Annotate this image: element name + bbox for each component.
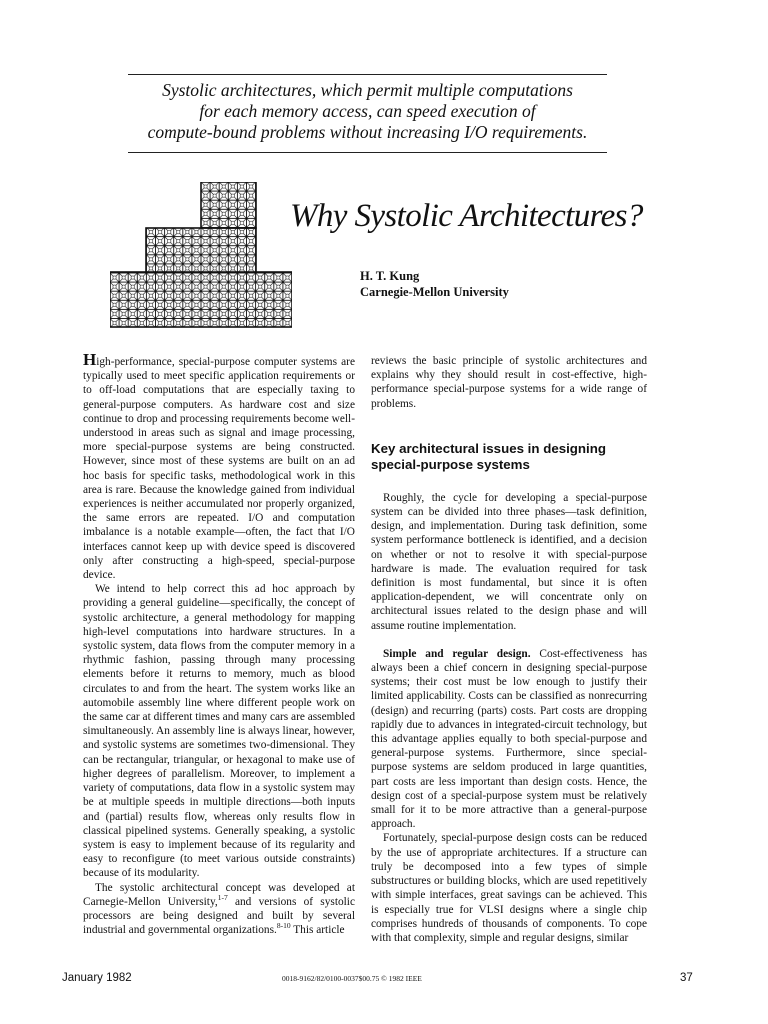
right-column [371, 354, 647, 945]
systolic-array-logo-icon [110, 182, 292, 332]
reference-8-10: 8-10 [276, 921, 291, 931]
top-rule [128, 74, 607, 75]
right-paragraph-4: Fortunately, special-purpose design costs can be reduced by the use of appropriate architectures. If a structure can truly be decomposed into a few types of simple substructures or building blocks, which are used repetitively with simple interfaces, great savings can be achieved. This is especially true for VLSI designs where a single chip comprises hundreds of thousands of components. To cope with that complexity, simple and regular designs, similar [371, 832, 647, 944]
author-name: H. T. Kung [360, 269, 420, 283]
left-paragraph-1-text: igh-performance, special-purpose computer systems are typically used to meet specific application requirements or to off-load computations that are especially taxing to general-purpose computers. As hardware cost and size continue to drop and processing requirements become well-understood in areas such as signal and image processing, more special-purpose systems are being constructed. However, since most of these systems are built on an ad hoc basis for specific tasks, methodological work in this area is rare. Because the knowledge gained from individual experiences is neither accumulated nor properly organized, the same errors are repeated. I/O and computation imbalance is a notable example—often, the fact that I/O interfaces cannot keep up with device speed is discovered only after constructing a high-speed, special-purpose device. [83, 356, 355, 582]
reference-1-7: 1-7 [217, 892, 228, 902]
left-column [83, 350, 355, 937]
footer-code: 0018-9162/82/0100-0037$00.75 © 1982 IEEE [282, 974, 422, 983]
right-paragraph-3 [371, 647, 647, 832]
left-paragraph-2: We intend to help correct this ad hoc approach by providing a general guideline—specifically, the concept of systolic architecture, a general methodology for mapping high-level computations into hardware structures. In a systolic system, data flows from the computer memory in a rhythmic fashion, passing through many processing elements before it returns to memory, much as blood circulates to and from the heart. The system works like an automobile assembly line where different people work on the same car at different times and many cars are assembled simultaneously. An assembly line is always linear, however, and systolic systems are sometimes two-dimensional. They can be rectangular, triangular, or hexagonal to make use of higher degrees of parallelism. Moreover, to implement a variety of computations, data flow in a systolic system may be at multiple speeds in multiple directions—both inputs and (partial) results flow, whereas only results flow in classical pipelined systems. Generally speaking, a systolic system is easy to implement because of its regularity and easy to reconfigure (to meet various outside constraints) because of its modularity. [83, 583, 355, 880]
left-paragraph-3-text-b: and versions of systolic processors are being designed and built by several industrial and governmental organizations. [83, 895, 355, 937]
section-heading: Key architectural issues in designing special-purpose systems [371, 440, 606, 472]
pull-quote-line-1: Systolic architectures, which permit multiple computations [162, 80, 573, 100]
left-paragraph-1 [83, 350, 355, 582]
right-paragraph-2: Roughly, the cycle for developing a special-purpose system can be divided into three phases—task definition, design, and implementation. During task definition, some system performance bottleneck is identified, and a decision on whether or not to resolve it with special-purpose hardware is made. The evaluation required for task definition is most fundamental, but since it is often application-dependent, we will concentrate only on architectural issues related to the design phase and will assume routine implementation. [371, 491, 647, 632]
left-paragraph-3-text-a: The systolic architectural concept was developed at Carnegie-Mellon University, [83, 881, 355, 908]
right-paragraph-3-text: Cost-effectiveness has always been a chief concern in designing special-purpose systems; their cost must be low enough to justify their limited applicability. Costs can be classified as nonrecurring (design) and recurring (parts) costs. Part costs are dropping rapidly due to advances in integrated-circuit technology, but this advantage applies equally to both special-purpose and general-purpose systems. Furthermore, since special-purpose systems are seldom produced in large quantities, part costs are less important than design costs. Hence, the design cost of a special-purpose system must be relatively small for it to be more attractive than a general-purpose approach. [371, 647, 647, 831]
pull-quote [110, 80, 625, 143]
footer-date: January 1982 [62, 972, 132, 984]
article-title: Why Systolic Architectures? [290, 198, 643, 234]
author-affiliation: Carnegie-Mellon University [360, 285, 509, 299]
drop-cap: H [83, 350, 97, 369]
right-paragraph-1: reviews the basic principle of systolic architectures and explains why they should result in cost-effective, high-performance special-purpose systems for a wide range of problems. [371, 355, 647, 410]
pull-quote-line-2: for each memory access, can speed execution of [199, 101, 536, 121]
pull-quote-line-3: compute-bound problems without increasing I/O requirements. [147, 122, 588, 142]
left-paragraph-3-text-c: This article [290, 924, 345, 937]
author-block [360, 268, 509, 300]
bottom-rule [128, 152, 607, 153]
page-number: 37 [680, 972, 693, 984]
left-paragraph-3 [83, 881, 355, 938]
run-in-heading: Simple and regular design. [383, 647, 531, 660]
